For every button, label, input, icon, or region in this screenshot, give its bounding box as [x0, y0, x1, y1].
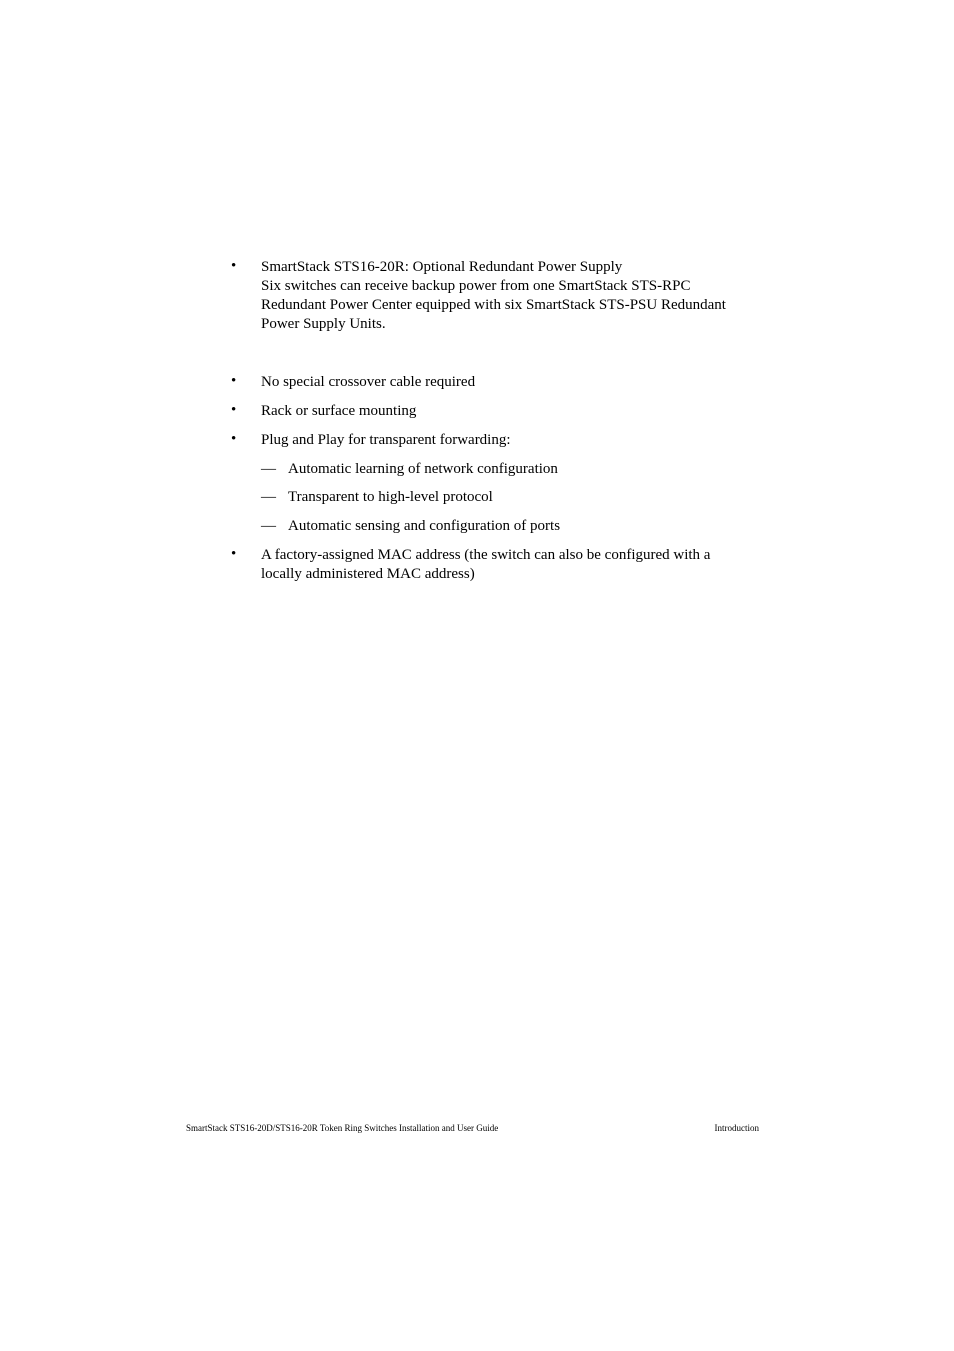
- sub-item-text: Automatic sensing and configuration of ports: [288, 518, 561, 534]
- bullet-text: Plug and Play for transparent forwarding:: [261, 432, 511, 448]
- bullet-text: locally administered MAC address): [261, 566, 475, 582]
- bullet-redundant-power: [231, 258, 781, 334]
- sub-item-text: Automatic learning of network configuration: [288, 461, 558, 477]
- footer-section-name: Introduction: [714, 1123, 759, 1133]
- bullet-text: SmartStack STS16-20R: Optional Redundant Power Supply: [261, 259, 623, 275]
- dash-marker: —: [261, 461, 276, 477]
- bullet-mac-address: [231, 546, 781, 584]
- bullet-text: Power Supply Units.: [261, 316, 386, 332]
- bullet-marker: •: [231, 373, 237, 389]
- bullet-text: Six switches can receive backup power from one SmartStack STS-RPC: [261, 278, 691, 294]
- bullet-plug-and-play: [231, 431, 781, 450]
- sub-item-learning: [261, 460, 558, 479]
- dash-marker: —: [261, 518, 276, 534]
- bullet-text: Redundant Power Center equipped with six SmartStack STS-PSU Redundant: [261, 297, 726, 313]
- footer-document-title: SmartStack STS16-20D/STS16-20R Token Ring Switches Installation and User Guide: [186, 1123, 499, 1133]
- bullet-text: A factory-assigned MAC address (the switch can also be configured with a: [261, 547, 711, 563]
- bullet-text: No special crossover cable required: [261, 374, 476, 390]
- sub-item-sensing: [261, 517, 560, 536]
- sub-item-protocol: [261, 488, 493, 507]
- bullet-marker: •: [231, 431, 237, 447]
- bullet-text: Rack or surface mounting: [261, 403, 417, 419]
- bullet-marker: •: [231, 402, 237, 418]
- bullet-marker: •: [231, 258, 237, 274]
- bullet-marker: •: [231, 546, 237, 562]
- bullet-rack-mounting: [231, 402, 781, 421]
- bullet-crossover-cable: [231, 373, 781, 392]
- dash-marker: —: [261, 489, 276, 505]
- sub-item-text: Transparent to high-level protocol: [288, 489, 493, 505]
